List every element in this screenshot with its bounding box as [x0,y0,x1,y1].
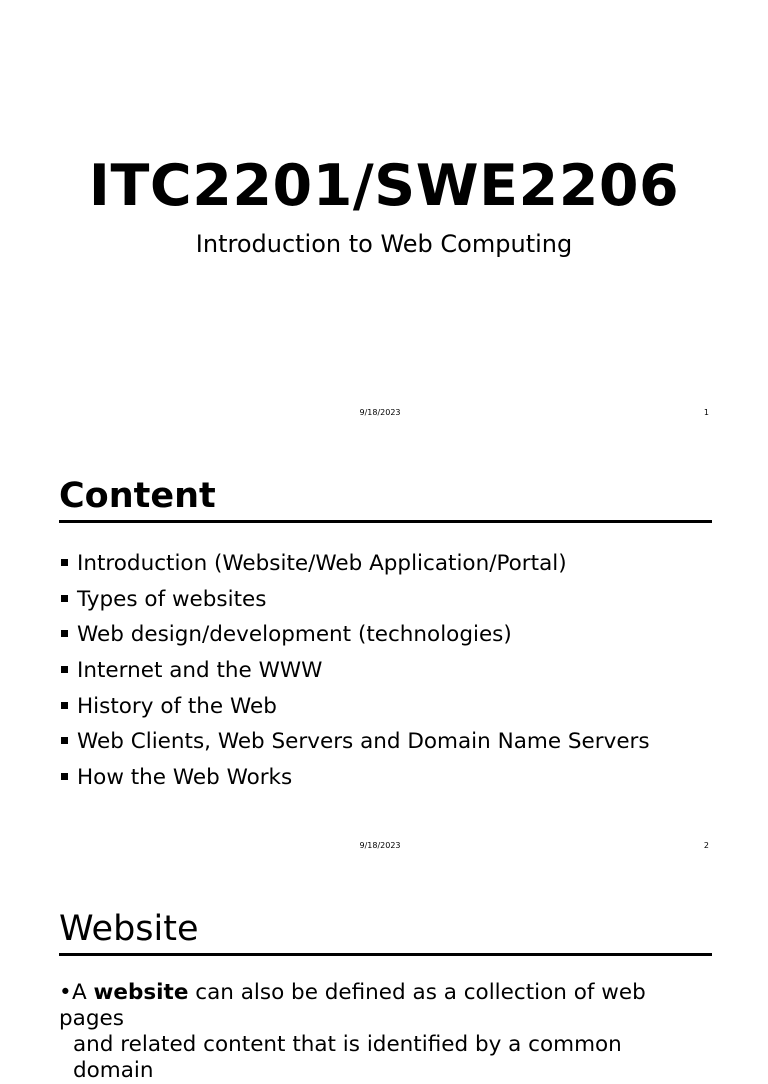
website-slide [0,866,768,1083]
square-bullet-icon [61,595,68,602]
bullet-dot: • [59,980,72,1005]
list-item-text: How the Web Works [77,765,293,791]
list-item-text: Introduction (Website/Web Application/Portal) [77,551,567,576]
square-bullet-icon [61,702,68,709]
paragraph-text: can also be defined as a collection of web pages [59,980,646,1031]
slide-page-number: 2 [703,841,709,850]
paragraph-bold-term: website [93,980,189,1005]
heading-underline [59,520,712,523]
square-bullet-icon [61,666,68,673]
slide-page-number: 1 [703,408,709,417]
slide-date: 9/18/2023 [359,408,401,417]
heading-underline [59,953,712,956]
square-bullet-icon [61,559,68,566]
list-item-text: Types of websites [77,586,267,612]
list-item-text: Web design/development (technologies) [77,622,512,648]
slide-heading: Content [59,476,216,516]
list-item-text: Internet and the WWW [77,658,323,684]
paragraph-continuation: and related content that is identified by a common domain [73,1032,622,1083]
square-bullet-icon [61,773,68,780]
square-bullet-icon [61,630,68,637]
square-bullet-icon [61,737,68,744]
paragraph-prefix: A [72,980,94,1005]
slide-title: ITC2201/SWE2206 [88,153,680,219]
list-item-text: Web Clients, Web Servers and Domain Name Servers [77,729,650,755]
content-slide [0,434,768,866]
slide-subtitle: Introduction to Web Computing [195,230,573,258]
title-slide [0,0,768,434]
slide-heading: Website [59,909,199,949]
slide-date: 9/18/2023 [359,841,401,850]
list-item-text: History of the Web [77,693,277,719]
paragraph [59,980,699,1084]
